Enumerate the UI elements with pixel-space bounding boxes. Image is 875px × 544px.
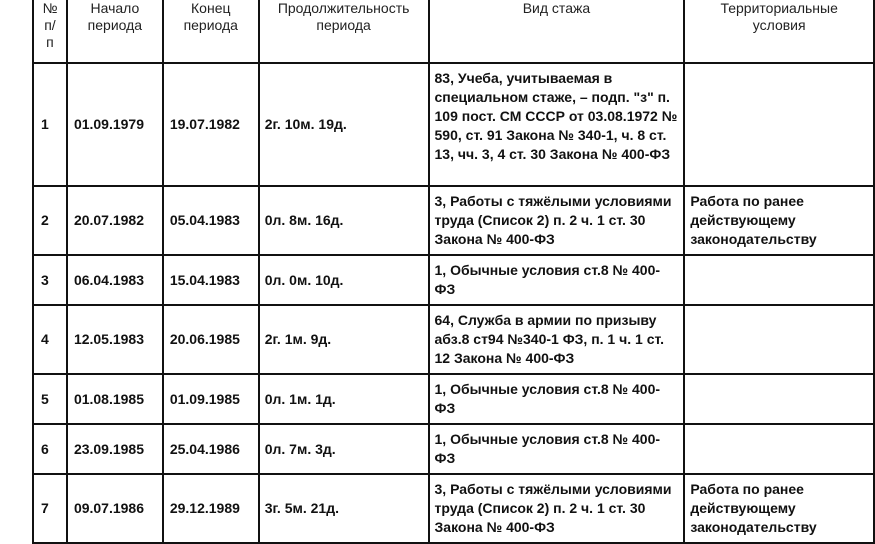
territorial-conditions: Работа по ранее действующему законодательству [684,474,874,543]
period-duration: 2г. 10м. 19д. [259,63,429,186]
period-end: 29.12.1989 [163,474,259,543]
period-end: 01.09.1985 [163,374,259,424]
column-header-start: Начало периода [67,0,163,63]
service-type: 83, Учеба, учитываемая в специальном стаже, – подп. "з" п. 109 пост. СМ СССР от 03.08.1972 № 590, ст. 91 Закона № 340-1, ч. 8 ст. 13, чч. 3, 4 ст. 30 Закона № 400-ФЗ [429,63,685,186]
service-type: 1, Обычные условия ст.8 № 400-ФЗ [429,424,685,474]
period-start: 01.09.1979 [67,63,163,186]
service-type: 1, Обычные условия ст.8 № 400-ФЗ [429,255,685,305]
table-row [33,374,874,424]
service-record-table [32,0,875,544]
column-header-end: Конец периода [163,0,259,63]
table-row [33,424,874,474]
service-type: 1, Обычные условия ст.8 № 400-ФЗ [429,374,685,424]
period-start: 12.05.1983 [67,305,163,374]
column-header-type: Вид стажа [429,0,685,63]
period-duration: 0л. 7м. 3д. [259,424,429,474]
period-duration: 0л. 8м. 16д. [259,186,429,255]
territorial-conditions: Работа по ранее действующему законодательству [684,186,874,255]
territorial-conditions [684,305,874,374]
service-type: 3, Работы с тяжёлыми условиями труда (Список 2) п. 2 ч. 1 ст. 30 Закона № 400-ФЗ [429,186,685,255]
period-start: 01.08.1985 [67,374,163,424]
column-header-territory: Территориальные условия [684,0,874,63]
period-start: 06.04.1983 [67,255,163,305]
header-row [33,0,874,63]
service-type: 64, Служба в армии по призыву абз.8 ст94 №340-1 ФЗ, п. 1 ч. 1 ст. 12 Закона № 400-ФЗ [429,305,685,374]
row-number: 7 [33,474,67,543]
territorial-conditions [684,374,874,424]
period-end: 19.07.1982 [163,63,259,186]
row-number: 1 [33,63,67,186]
period-end: 05.04.1983 [163,186,259,255]
period-duration: 3г. 5м. 21д. [259,474,429,543]
table-row [33,305,874,374]
table-row [33,474,874,543]
period-start: 20.07.1982 [67,186,163,255]
period-duration: 2г. 1м. 9д. [259,305,429,374]
period-end: 15.04.1983 [163,255,259,305]
period-duration: 0л. 0м. 10д. [259,255,429,305]
territorial-conditions [684,63,874,186]
row-number: 4 [33,305,67,374]
table-row [33,63,874,186]
row-number: 6 [33,424,67,474]
period-end: 20.06.1985 [163,305,259,374]
period-duration: 0л. 1м. 1д. [259,374,429,424]
territorial-conditions [684,255,874,305]
period-start: 23.09.1985 [67,424,163,474]
column-header-duration: Продолжительность периода [259,0,429,63]
column-header-number: № п/ п [33,0,67,63]
territorial-conditions [684,424,874,474]
table-row [33,186,874,255]
row-number: 3 [33,255,67,305]
period-start: 09.07.1986 [67,474,163,543]
period-end: 25.04.1986 [163,424,259,474]
row-number: 2 [33,186,67,255]
service-type: 3, Работы с тяжёлыми условиями труда (Список 2) п. 2 ч. 1 ст. 30 Закона № 400-ФЗ [429,474,685,543]
row-number: 5 [33,374,67,424]
table-row [33,255,874,305]
